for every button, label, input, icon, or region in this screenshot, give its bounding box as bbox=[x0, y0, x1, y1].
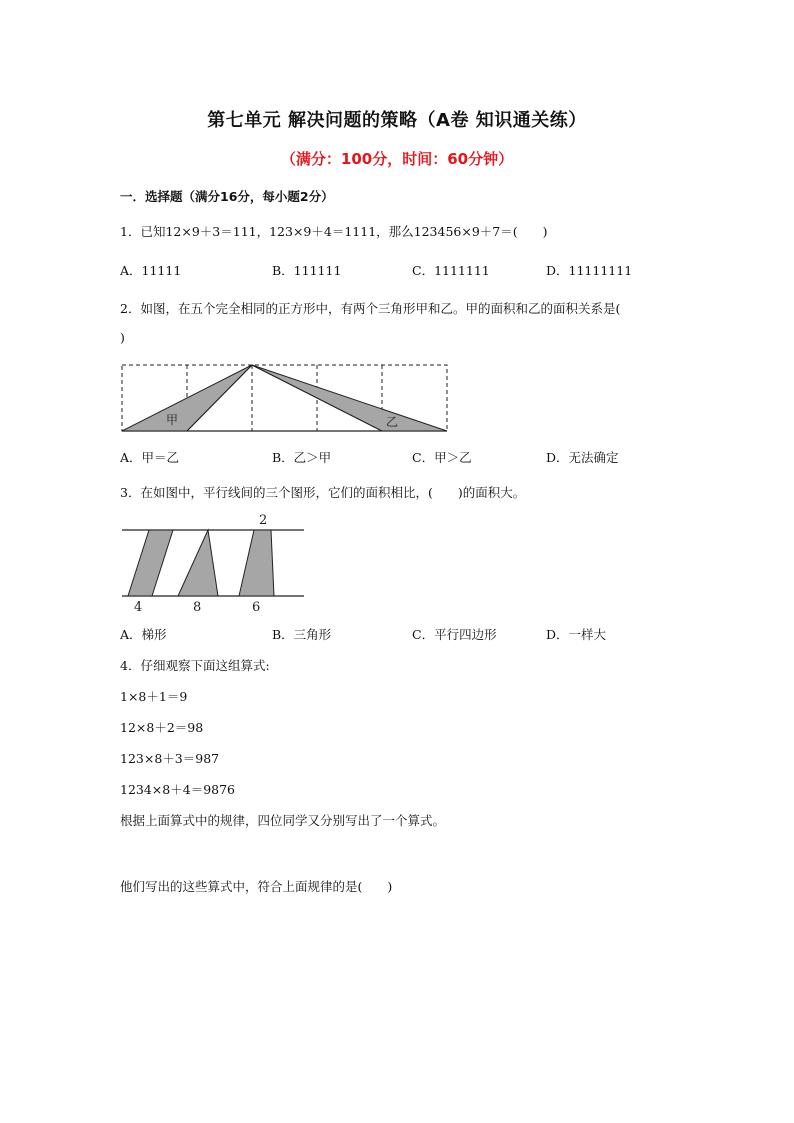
triangle-shape bbox=[178, 530, 218, 596]
parallelogram-shape bbox=[128, 530, 173, 596]
q2-option-b[interactable]: B．乙＞甲 bbox=[272, 450, 332, 465]
question-4-note: 根据上面算式中的规律，四位同学又分别写出了一个算式。 bbox=[120, 813, 446, 828]
q1-option-c[interactable]: C．1111111 bbox=[412, 263, 490, 278]
q3-option-d[interactable]: D．一样大 bbox=[546, 627, 607, 642]
label-yi: 乙 bbox=[386, 415, 399, 429]
q1-option-a[interactable]: A．11111 bbox=[120, 263, 182, 278]
triangle-yi bbox=[252, 365, 447, 431]
parallelogram-base-label: 4 bbox=[134, 600, 143, 615]
question-2-stem: 2．如图，在五个完全相同的正方形中，有两个三角形甲和乙。甲的面积和乙的面积关系是( bbox=[120, 301, 621, 316]
exam-info: （满分：100分，时间：60分钟） bbox=[280, 150, 514, 168]
five-squares-figure bbox=[110, 356, 460, 438]
q3-option-c[interactable]: C．平行四边形 bbox=[412, 627, 497, 642]
equation-4: 1234×8＋4＝9876 bbox=[120, 782, 236, 797]
equation-3: 123×8＋3＝987 bbox=[120, 751, 220, 766]
question-4-question: 他们写出的这些算式中，符合上面规律的是( ) bbox=[120, 879, 393, 894]
question-1-stem: 1．已知12×9＋3＝111，123×9＋4＝1111，那么123456×9＋7＝( ) bbox=[120, 224, 548, 239]
parallel-lines-figure bbox=[110, 508, 310, 618]
triangle-base-label: 8 bbox=[193, 600, 202, 615]
q2-option-a[interactable]: A．甲＝乙 bbox=[120, 450, 180, 465]
q2-option-d[interactable]: D．无法确定 bbox=[546, 450, 619, 465]
question-3-stem: 3．在如图中，平行线间的三个图形，它们的面积相比，( )的面积大。 bbox=[120, 485, 526, 500]
equation-1: 1×8＋1＝9 bbox=[120, 689, 188, 704]
q1-option-b[interactable]: B．111111 bbox=[272, 263, 342, 278]
q3-option-a[interactable]: A．梯形 bbox=[120, 627, 167, 642]
trapezoid-base-label: 6 bbox=[252, 600, 261, 615]
q1-option-d[interactable]: D．11111111 bbox=[546, 263, 633, 278]
question-2-stem-end: ) bbox=[120, 330, 125, 345]
equation-2: 12×8＋2＝98 bbox=[120, 720, 204, 735]
q2-option-c[interactable]: C．甲＞乙 bbox=[412, 450, 472, 465]
q3-option-b[interactable]: B．三角形 bbox=[272, 627, 332, 642]
page-title: 第七单元 解决问题的策略（A卷 知识通关练） bbox=[207, 110, 587, 131]
trapezoid-top-label: 2 bbox=[259, 513, 268, 528]
trapezoid-shape bbox=[239, 530, 274, 596]
section-heading: 一．选择题（满分16分，每小题2分） bbox=[120, 189, 334, 204]
label-jia: 甲 bbox=[166, 413, 179, 427]
question-4-stem: 4．仔细观察下面这组算式: bbox=[120, 658, 270, 673]
